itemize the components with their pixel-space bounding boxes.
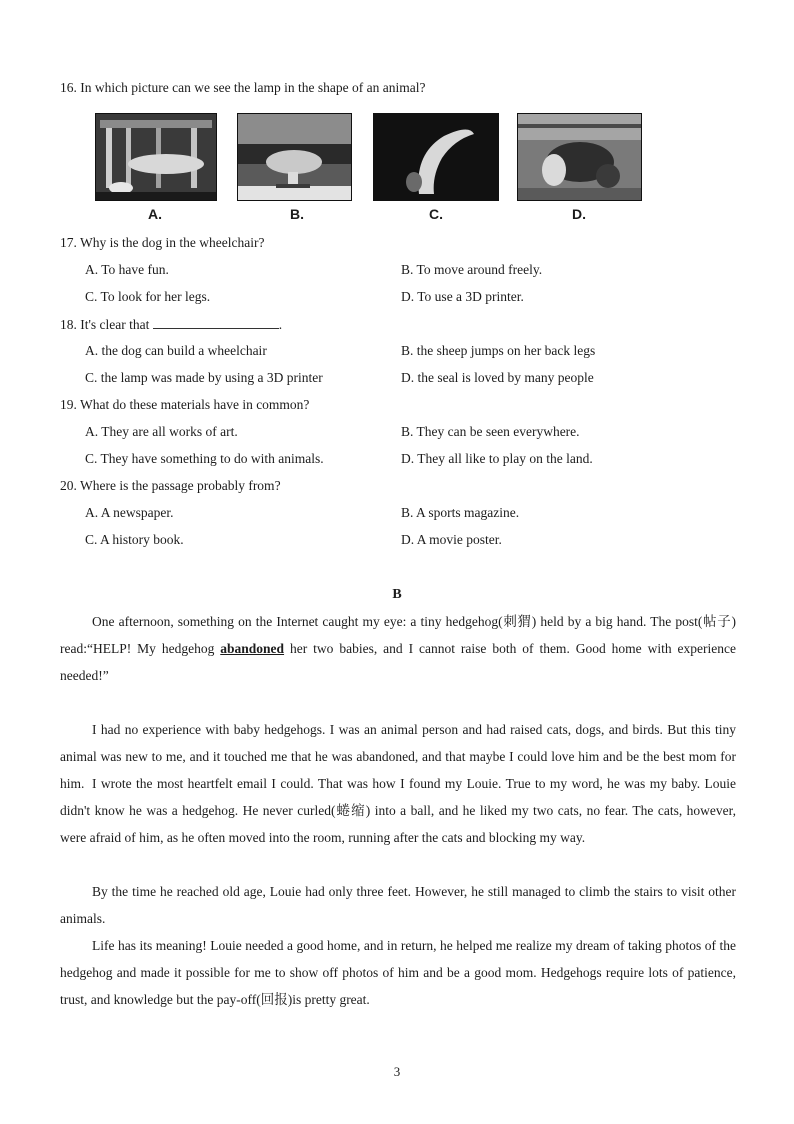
- q19-option-b: B. They can be seen everywhere.: [401, 424, 580, 439]
- q20-stem: 20. Where is the passage probably from?: [60, 478, 281, 493]
- q20-option-a: A. A newspaper.: [85, 505, 174, 520]
- q18-option-b: B. the sheep jumps on her back legs: [401, 343, 596, 358]
- q18-option-a: A. the dog can build a wheelchair: [85, 343, 267, 358]
- passage-paragraph-3: I wrote the most heartfelt email I could. That was how I found my Louie. True to my word, he was my baby. Louie didn't know he was a hedgehog. He never curled(蜷缩) into a ball, and he liked my two cats, no fear. The cats, however, were afraid of him, as he often moved into the room, running after the cats and blocking my way.: [60, 776, 736, 845]
- q20-option-c: C. A history book.: [85, 532, 184, 547]
- q17-option-d: D. To use a 3D printer.: [401, 289, 524, 304]
- passage-paragraph-4: By the time he reached old age, Louie had only three feet. However, he still managed to climb the stairs to visit other animals.: [60, 884, 736, 926]
- picture-d-label: D.: [572, 206, 586, 222]
- q20-option-d: D. A movie poster.: [401, 532, 502, 547]
- underlined-word-abandoned: abandoned: [220, 641, 285, 656]
- q19-option-d: D. They all like to play on the land.: [401, 451, 593, 466]
- picture-b-label: B.: [290, 206, 304, 222]
- picture-b: [237, 113, 352, 201]
- passage-paragraph-5: Life has its meaning! Louie needed a good home, and in return, he helped me realize my dream of taking photos of the hedgehog and made it possible for me to show off photos of him and be a good mom. Hedgehogs require lots of patience, trust, and knowledge but the pay-off(回报)is pretty great.: [60, 938, 736, 1007]
- q17-option-c: C. To look for her legs.: [85, 289, 211, 304]
- q16-stem: 16. In which picture can we see the lamp in the shape of an animal?: [60, 80, 426, 95]
- picture-c: [373, 113, 499, 201]
- picture-a-label: A.: [148, 206, 162, 222]
- q18-option-c: C. the lamp was made by using a 3D printer: [85, 370, 323, 385]
- q17-option-b: B. To move around freely.: [401, 262, 543, 277]
- passage-paragraph-1: [60, 608, 736, 689]
- q18-stem-text: 18. It's clear that: [60, 317, 150, 332]
- q17-stem: 17. Why is the dog in the wheelchair?: [60, 235, 265, 250]
- page-number: 3: [393, 1064, 401, 1079]
- picture-d: [517, 113, 642, 201]
- q20-option-b: B. A sports magazine.: [401, 505, 520, 520]
- q18-option-d: D. the seal is loved by many people: [401, 370, 594, 385]
- passage-paragraph-2: I had no experience with baby hedgehogs. I was an animal person and had raised cats, dogs, and birds. But this tiny animal was new to me, and it touched me that he was abandoned, and that maybe I could love him and be the best mom for him.: [60, 722, 736, 791]
- paragraph-1-end: her two babies, and I cannot raise both of them. Good home with experience needed!”: [60, 641, 736, 683]
- q18-stem: [60, 316, 282, 333]
- q18-answer-blank: [153, 316, 279, 329]
- picture-c-label: C.: [429, 206, 443, 222]
- q17-option-a: A. To have fun.: [85, 262, 169, 277]
- q19-option-c: C. They have something to do with animals.: [85, 451, 324, 466]
- section-b-title: B: [392, 587, 402, 602]
- q19-option-a: A. They are all works of art.: [85, 424, 238, 439]
- q19-stem: 19. What do these materials have in common?: [60, 397, 310, 412]
- q18-stem-end: .: [278, 317, 283, 332]
- picture-a: [95, 113, 217, 201]
- paragraph-1-start: One afternoon, something on the Internet caught my eye: a tiny hedgehog(刺猬) held by a big hand. The post(帖子) read:“HELP! My hedgehog: [60, 614, 736, 656]
